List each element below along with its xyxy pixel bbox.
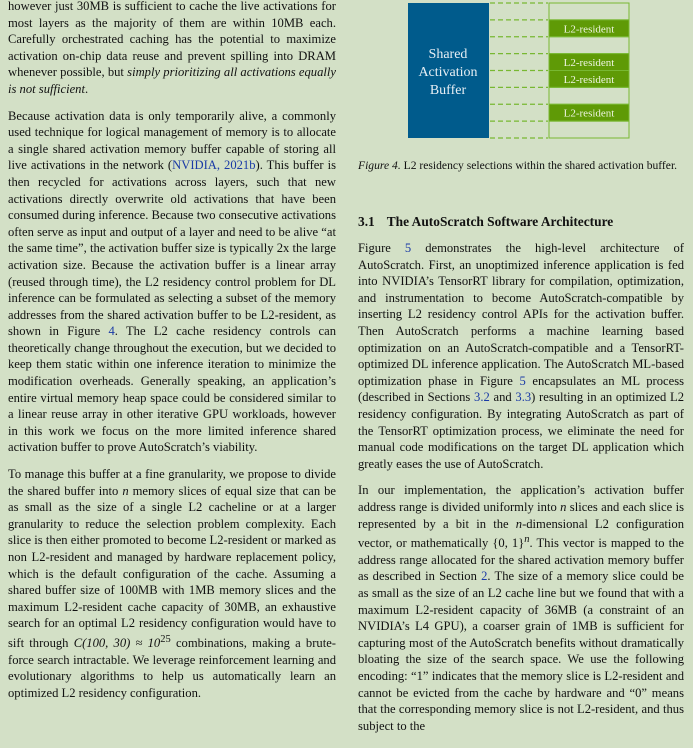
figure-4 — [0, 0, 693, 150]
slice-label: L2-resident — [563, 107, 615, 120]
paragraph: To manage this buffer at a fine granularity, we propose to divide the shared buffer into n memory slices of equal size that can be as small as the size of a single L2 cacheline or at a larger granularity to reduce the selection problem complexity. Each slice is then either promoted to become L2-resident or marked as non L2-resident and managed by hardware replacement policy, which is the default configuration of the cache. Assuming a shared buffer size of 100MB with 1MB memory slices and the maximum L2-resident cache capacity of 30MB, an exhaustive search for an optimal L2 residency configuration would have to sift through C(100, $30) \approx 10^{25}$ combinations, making a brute-force search intractable. We leverage reinforcement learning and evolutionary algorithms to help us automatically learn an optimized L2 residency configuration. — [8, 467, 336, 700]
slice-column — [549, 3, 629, 138]
figure-ref-link[interactable]: 5 — [519, 373, 526, 388]
section-ref-link[interactable]: 3.3 — [515, 390, 532, 405]
section-heading: 3.1 The AutoScratch Software Architecture — [358, 214, 614, 229]
slice-label: L2-resident — [563, 57, 615, 70]
math: {0, 1} — [492, 536, 525, 551]
section-ref-link[interactable]: 3.2 — [474, 390, 490, 405]
figure-ref-link[interactable]: 4 — [108, 324, 115, 339]
paragraph: Because activation data is only temporarily alive, a commonly used technique for logical management of memory is to allocate a single shared activation memory buffer capable of storing all live activations in the network (NVIDIA, 2021b). This buffer is then recycled for activations across layers, such that new activations directly overwrite old activations that have been consumed during inference. Because two consecutive activations often serve as input and output of a layer and need to be alive “at the same time”, the activation buffer size is typically 2x the large activation size. Because the activation buffer is a linear array (reused through time), the L2 residency control problem for DL inference can be formulated as selecting a subset of the memory addresses from the shared activation buffer to be L2-resident, as shown in Figure 4. The L2 cache residency controls can theoretically change throughout the execution, but we decided to keep them static within one inference iteration to minimize the modification overheads. Generally speaking, an application’s entire virtual memory heap space could be considered similar to a linear reuse array in other iterative GPU workloads, however in this work we focus on the more limited inference shared activation buffer to prove AutoScratch’s viability. — [8, 108, 337, 455]
slice-label: L2-resident — [563, 23, 615, 36]
figure-caption: Figure 4. L2 residency selections within the shared activation buffer. — [358, 159, 678, 172]
section-ref-link[interactable]: 2 — [481, 569, 488, 584]
paragraph: In our implementation, the application’s activation buffer address range is divided uniformly into n slices and each slice is represented by a bit in the n-dimensional L2 configuration vector, or mathematically {0, 1}$^n$. This vector is mapped to the address range allocated for the shared activation memory buffer as described in Section 2. The size of a memory slice could be as small as the size of an L2 cache line but we found that with a maximum L2-resident capacity of 36MB (a constraint of an NVIDIA’s L4 GPU), a coarser grain of 1MB is sufficient for capturing most of the AutoScratch benefits without dramatically bloating the size of the search space. We use the following encoding: “1” indicates that the memory slice is L2-resident and cannot be evicted from the cache by hardware and “0” means that the corresponding memory slice is not L2-resident, and thus subject to the — [358, 483, 685, 733]
right-column — [358, 240, 684, 744]
math: C(100, 30) ≈ 10 — [73, 636, 161, 651]
dashed-connectors — [490, 3, 548, 138]
buffer-label: Shared — [428, 47, 468, 62]
emphasis: simply prioritizing all activations equally is not sufficient — [8, 65, 336, 96]
memory-slice — [549, 87, 629, 104]
figure-ref-link[interactable]: 5 — [404, 241, 412, 255]
paragraph: however just 30MB is sufficient to cache the live activations for most layers as the majority of them are within 10MB each. Carefully orchestrated caching has the potential to maximize activation on-chip data reuse and prevent spilling into DRAM whenever possible, but simply prioritizing all activations equally is not sufficient. — [8, 0, 336, 96]
buffer-label: Buffer — [429, 83, 467, 98]
buffer-label: Activation — [418, 65, 478, 80]
slice-label: L2-resident — [563, 73, 615, 86]
memory-slice — [549, 3, 629, 20]
paragraph: Figure 5 demonstrates the high-level architecture of AutoScratch. First, an unoptimized inference application is fed into NVIDIA’s TensorRT library for compilation, optimization, and instrumentation to become AutoScratch-compatible by inserting L2 residency control APIs for the activation buffer. Then AutoScratch performs a machine learning based optimization on an AutoScratch-compatible and a TensorRT-optimized DL inference application. The AutoScratch ML-based optimization phase in Figure 5 encapsulates an ML process (described in Sections 3.2 and 3.3) resulting in an optimized L2 residency configuration. By integrating AutoScratch as part of the TensorRT optimization process, we eliminate the need for manual code modifications on the target DL application which greatly eases the use of AutoScratch. — [358, 241, 684, 471]
memory-slice — [549, 37, 629, 54]
citation-link[interactable]: NVIDIA, 2021b — [172, 158, 256, 173]
memory-slice — [549, 121, 629, 138]
